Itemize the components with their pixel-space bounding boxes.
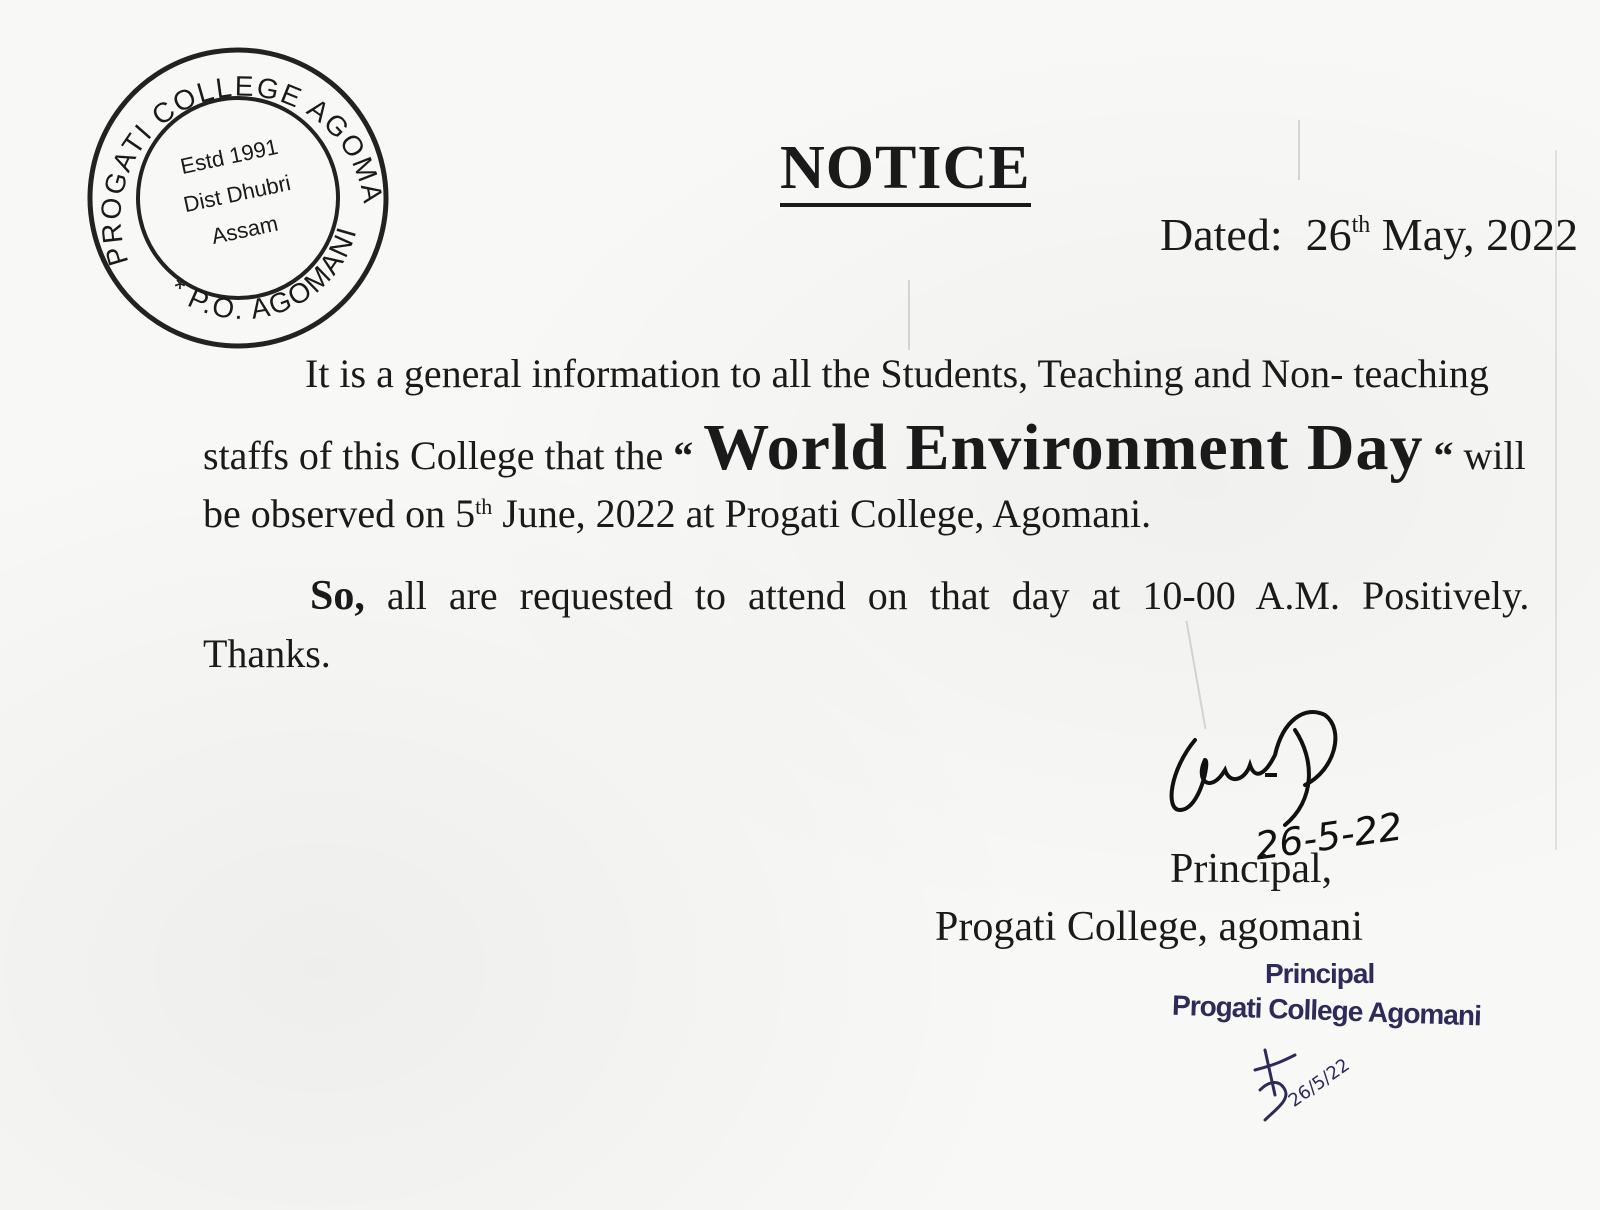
stamp-line-2: Progati College Agomani — [1171, 989, 1482, 1032]
date-rest: May, 2022 — [1381, 209, 1579, 260]
paragraph-1-line-3 — [203, 490, 1151, 537]
date-prefix: Dated: — [1160, 209, 1283, 260]
seal-inner-line-1: Estd 1991 — [178, 133, 281, 179]
event-name: World Environment Day — [703, 411, 1424, 484]
date-day-suffix: th — [1351, 212, 1371, 238]
quote-open: “ — [673, 433, 694, 478]
stamp-line-1: Principal — [1265, 958, 1375, 989]
paragraph-1-line-2 — [203, 410, 1526, 486]
signature-date: 26-5-22 — [1252, 804, 1406, 869]
seal-inner-line-3: Assam — [209, 210, 281, 250]
signature-institution: Progati College, agomani — [935, 904, 1364, 950]
seal-bottom-text: * P.O. AGOMANI — [163, 222, 363, 326]
quote-close: “ — [1433, 433, 1454, 478]
observed-rest-text: June, 2022 at Progati College, Agomani. — [492, 491, 1152, 536]
notice-title: NOTICE — [780, 135, 1031, 207]
notice-date — [1160, 208, 1578, 261]
paragraph-1-line-2-text: staffs of this College that the — [203, 433, 664, 478]
seal-inner-line-2: Dist Dhubri — [181, 170, 293, 218]
signature-designation: Principal, — [1170, 846, 1333, 892]
stamp-initials — [1245, 1035, 1365, 1125]
paragraph-2-so: So, — [310, 573, 365, 619]
stamp-initial-date: 26/5/22 — [1284, 1054, 1354, 1112]
paragraph-1-line-1: It is a general information to all the Students, Teaching and Non- teaching — [305, 351, 1489, 396]
paragraph-1-line-2-end: will — [1463, 433, 1526, 478]
college-seal — [78, 38, 398, 358]
paragraph-2-text: all are requested to attend on that day at 10-00 A.M. Positively. — [386, 573, 1530, 618]
date-day: 26 — [1305, 209, 1352, 260]
paper-crease — [1298, 120, 1300, 180]
thanks-text: Thanks. — [203, 631, 331, 676]
paper-crease — [908, 280, 910, 350]
observed-on-text: be observed on 5 — [203, 491, 476, 536]
seal-outer-text: PROGATI COLLEGE AGOMANI — [95, 70, 390, 270]
observed-day-suffix: th — [475, 494, 493, 519]
paragraph-2 — [310, 572, 1529, 620]
